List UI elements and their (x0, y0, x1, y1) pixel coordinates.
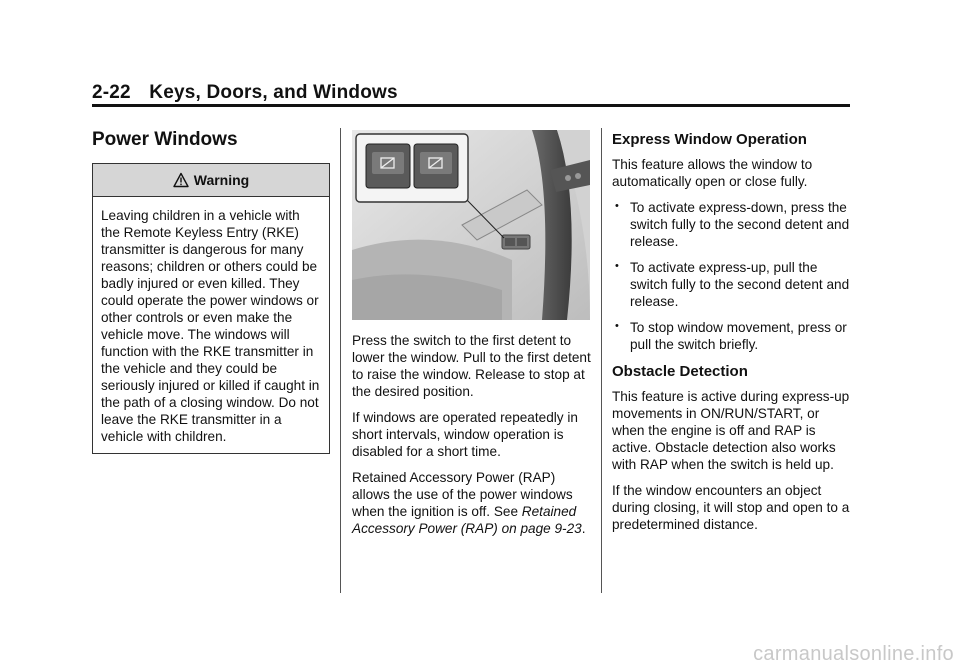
rap-page-reference[interactable]: Retained Accessory Power (RAP) on page 9-23 (352, 504, 582, 536)
obstacle-paragraph-1: This feature is active during express-up movements in ON/RUN/START, or when the engine is off and RAP is active. Obstacle detection also works with RAP when the switch is held up. (612, 389, 850, 472)
paragraph-rap (352, 469, 592, 537)
rap-text: Retained Accessory Power (RAP) allows the use of the power windows when the ignition is off. See (352, 470, 573, 519)
warning-text: Leaving children in a vehicle with the Remote Keyless Entry (RKE) transmitter is dangerous for many reasons; children or others could be badly injured or even killed. They could operate the power windows or other controls or even make the vehicle move. The windows will function with the RKE transmitter in the vehicle and they could be seriously injured or killed if caught in the path of a closing window. Do not leave the RKE transmitter in a vehicle with children. (101, 208, 320, 444)
express-intro: This feature allows the window to automatically open or close fully. (612, 157, 813, 189)
obstacle-detection-heading: Obstacle Detection (612, 363, 748, 380)
bullet-icon: • (615, 320, 619, 332)
column-divider-right (601, 128, 602, 593)
warning-triangle-icon (173, 172, 189, 188)
column-middle (352, 130, 592, 546)
paragraph-first-detent: Press the switch to the first detent to lower the window. Pull to the first detent to raise the window. Release to stop at the desired position. (352, 333, 591, 399)
header-rule (92, 104, 850, 107)
column-divider-left (340, 128, 341, 593)
list-item: • To activate express-down, press the switch fully to the second detent and release. (615, 200, 850, 249)
column-left (92, 128, 330, 454)
list-item: • To stop window movement, press or pull the switch briefly. (615, 320, 847, 352)
express-window-heading: Express Window Operation (612, 131, 807, 148)
page-number: 2-22 (92, 82, 131, 103)
obstacle-paragraph-2: If the window encounters an object during closing, it will stop and open to a predetermined distance. (612, 483, 850, 532)
warning-box (92, 163, 330, 454)
paragraph-repeated-operation: If windows are operated repeatedly in short intervals, window operation is disabled for a short time. (352, 410, 578, 459)
bullet-icon: • (615, 260, 619, 272)
rap-text-end: . (581, 521, 586, 536)
chapter-title: Keys, Doors, and Windows (149, 82, 398, 103)
watermark: carmanualsonline.info (753, 643, 954, 665)
warning-header (93, 164, 329, 197)
window-switch-illustration (352, 130, 590, 320)
page-header (92, 82, 852, 104)
column-right (612, 130, 852, 542)
list-item: • To activate express-up, pull the switch fully to the second detent and release. (615, 260, 850, 309)
bullet-icon: • (615, 200, 619, 212)
warning-label: Warning (193, 171, 250, 188)
section-title: Power Windows (92, 129, 238, 150)
express-bullet-list (612, 199, 852, 353)
